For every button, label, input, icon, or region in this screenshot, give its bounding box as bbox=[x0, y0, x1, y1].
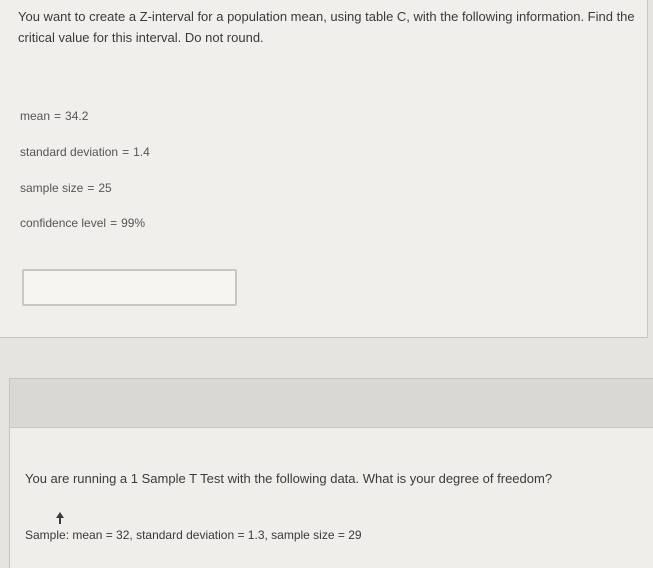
mouse-pointer-icon bbox=[55, 512, 65, 524]
question-1-prompt: You want to create a Z-interval for a population mean, using table C, with the following information. Find the critical value for this interval. Do not round. bbox=[18, 9, 635, 45]
given-n-label: sample size bbox=[20, 181, 84, 195]
question-2-prompt: You are running a 1 Sample T Test with the following data. What is your degree of freedom? bbox=[25, 471, 553, 486]
given-cl-label: confidence level bbox=[20, 216, 107, 230]
given-sd-value: 1.4 bbox=[133, 145, 150, 159]
given-sd-label: standard deviation bbox=[20, 145, 119, 159]
given-mean-label: mean bbox=[20, 109, 51, 123]
given-mean-value: 34.2 bbox=[65, 109, 89, 123]
question-2-data: Sample: mean = 32, standard deviation = 1.3, sample size = 29 bbox=[25, 528, 362, 542]
given-standard-deviation: standard deviation = 1.4 bbox=[20, 145, 150, 159]
question-2-header-bar bbox=[10, 379, 653, 428]
given-sample-size: sample size = 25 bbox=[20, 181, 112, 195]
given-mean: mean = 34.2 bbox=[20, 109, 89, 123]
given-confidence-level: confidence level = 99% bbox=[20, 216, 146, 230]
answer-input[interactable] bbox=[22, 269, 237, 306]
given-cl-value: 99% bbox=[121, 216, 146, 230]
given-n-value: 25 bbox=[98, 181, 112, 195]
question-2-panel bbox=[9, 378, 653, 568]
